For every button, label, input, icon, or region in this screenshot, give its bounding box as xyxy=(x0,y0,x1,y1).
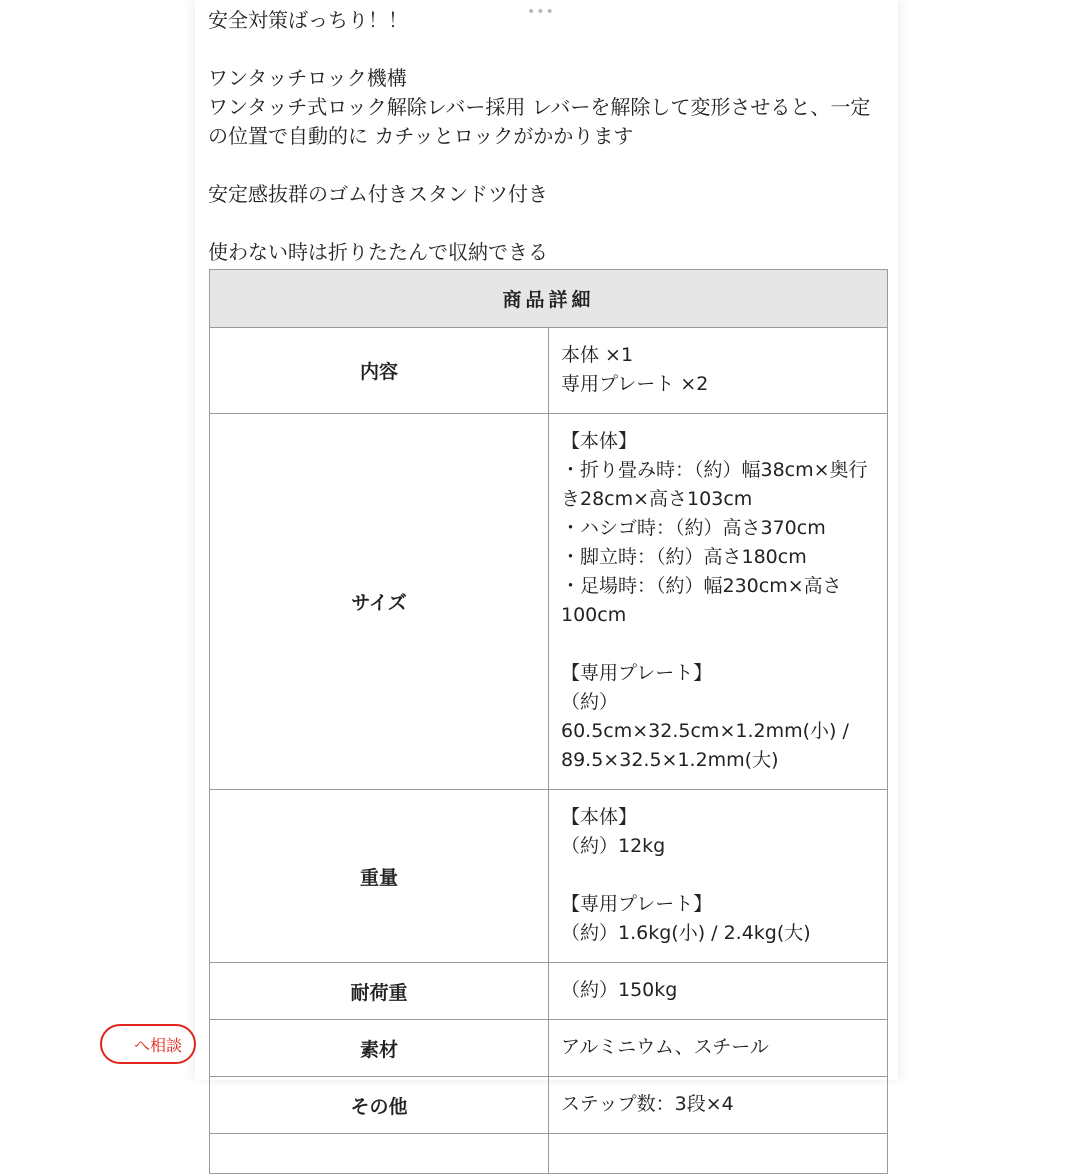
row-value-size xyxy=(549,414,888,790)
value-line: ・ハシゴ時：（約）高さ370cm xyxy=(561,517,826,539)
table-row xyxy=(210,963,888,1020)
intro-line: ワンタッチ式ロック解除レバー採用 レバーを解除して変形させると、一定の位置で自動的に カチッとロックがかかります xyxy=(208,95,871,148)
value-line: アルミニウム、スチール xyxy=(561,1036,769,1058)
row-value-other xyxy=(549,1077,888,1134)
row-label-size: サイズ xyxy=(210,414,549,790)
table-row xyxy=(210,414,888,790)
row-value-load-capacity xyxy=(549,963,888,1020)
value-line: 【本体】 xyxy=(561,430,638,452)
value-line: ・脚立時：（約）高さ180cm xyxy=(561,546,807,568)
value-line: ・足場時：（約）幅230cm×高さ100cm xyxy=(561,575,842,626)
value-line: （約）60.5cm×32.5cm×1.2mm(小) / 89.5×32.5×1.2mm(大) xyxy=(561,691,849,771)
drag-handle-icon[interactable]: ••• xyxy=(527,4,555,20)
value-line: ・折り畳み時：（約）幅38cm×奥行き28cm×高さ103cm xyxy=(561,459,868,510)
value-line: 本体 ×1 xyxy=(561,344,634,366)
row-value-cutoff xyxy=(549,1134,888,1174)
table-row xyxy=(210,790,888,963)
value-gap xyxy=(561,861,875,890)
intro-gap xyxy=(208,151,888,180)
table-row xyxy=(210,328,888,414)
consult-button-label: へ相談 xyxy=(133,1036,182,1055)
table-row xyxy=(210,1077,888,1134)
row-label-weight: 重量 xyxy=(210,790,549,963)
row-value-material xyxy=(549,1020,888,1077)
row-value-weight xyxy=(549,790,888,963)
value-gap xyxy=(561,630,875,659)
value-line: 【専用プレート】 xyxy=(561,662,713,684)
intro-line: 使わない時は折りたたんで収納できる xyxy=(208,240,548,264)
row-label-cutoff xyxy=(210,1134,549,1174)
row-label-other: その他 xyxy=(210,1077,549,1134)
value-line: （約）12kg xyxy=(561,835,666,857)
table-row xyxy=(210,1134,888,1174)
row-label-material: 素材 xyxy=(210,1020,549,1077)
value-line: 【本体】 xyxy=(561,806,638,828)
intro-line: ワンタッチロック機構 xyxy=(208,66,407,90)
intro-gap xyxy=(208,209,888,238)
left-background xyxy=(0,0,195,1080)
value-line: 専用プレート ×2 xyxy=(561,373,709,395)
row-label-contents: 内容 xyxy=(210,328,549,414)
value-line: （約）1.6kg(小) / 2.4kg(大) xyxy=(561,922,811,944)
value-line: 【専用プレート】 xyxy=(561,893,713,915)
product-details-table xyxy=(209,269,888,1174)
value-line: （約）150kg xyxy=(561,979,678,1001)
consult-button[interactable] xyxy=(100,1024,196,1064)
row-value-contents xyxy=(549,328,888,414)
product-description-panel xyxy=(195,0,898,1118)
table-row xyxy=(210,1020,888,1077)
right-background xyxy=(898,0,1080,1080)
table-title: 商品詳細 xyxy=(210,270,888,328)
intro-gap xyxy=(208,35,888,64)
intro-text xyxy=(208,6,888,267)
intro-line: 安全対策ばっちり！！ xyxy=(208,8,408,32)
intro-line: 安定感抜群のゴム付きスタンドツ付き xyxy=(208,182,548,206)
value-line: ステップ数：3段×4 xyxy=(561,1093,734,1115)
row-label-load-capacity: 耐荷重 xyxy=(210,963,549,1020)
